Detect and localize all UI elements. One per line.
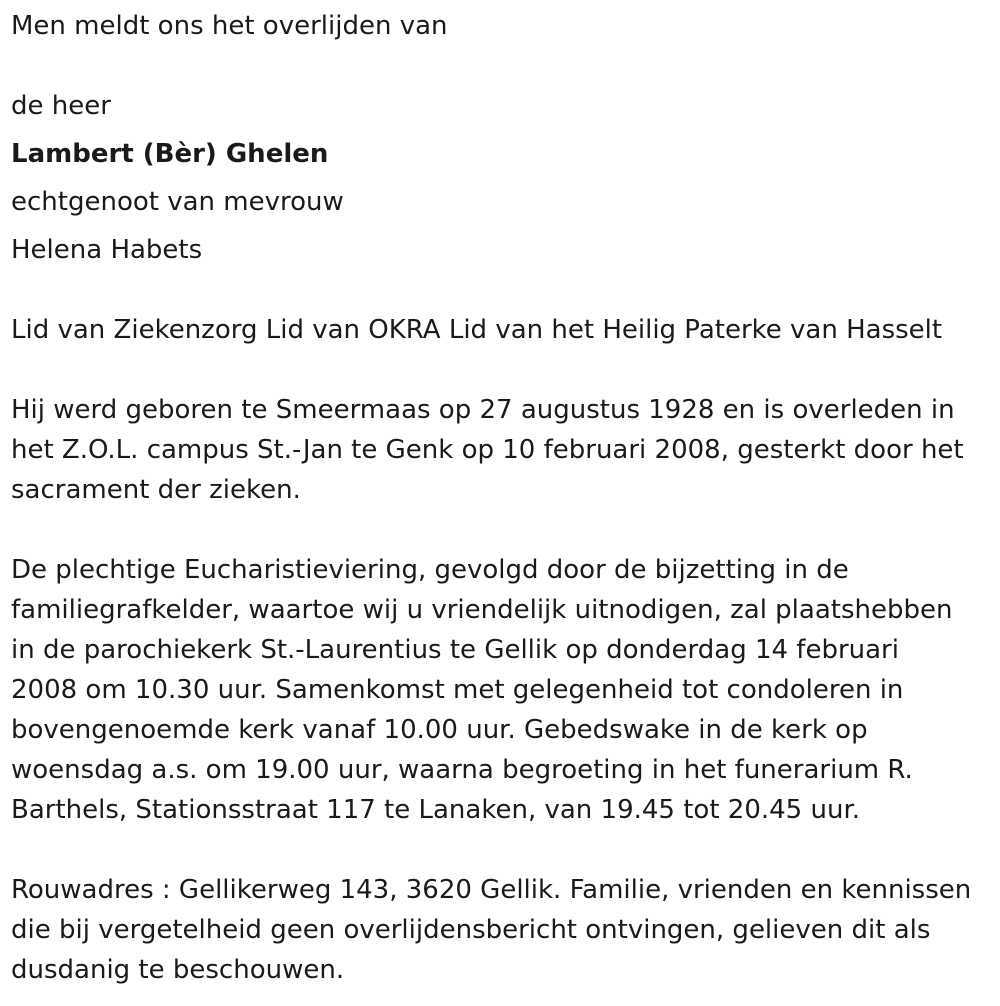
paragraph-line: sacrament der zieken. xyxy=(11,475,301,505)
spouse-name: Helena Habets xyxy=(11,235,203,265)
paragraph-line: De plechtige Eucharistieviering, gevolgd door de bijzetting in de xyxy=(11,555,849,585)
paragraph-line: 2008 om 10.30 uur. Samenkomst met gelegenheid tot condoleren in xyxy=(11,675,904,705)
membership-text: Lid van Ziekenzorg Lid van OKRA Lid van het Heilig Paterke van Hasselt xyxy=(11,315,943,345)
address-paragraph xyxy=(11,870,971,990)
title-text: de heer xyxy=(11,91,111,121)
paragraph-line: in de parochiekerk St.-Laurentius te Gellik op donderdag 14 februari xyxy=(11,635,899,665)
deceased-name: Lambert (Bèr) Ghelen xyxy=(11,139,329,169)
paragraph-line: woensdag a.s. om 19.00 uur, waarna begroeting in het funerarium R. xyxy=(11,755,913,785)
paragraph-line: Rouwadres : Gellikerweg 143, 3620 Gellik. Familie, vrienden en kennissen xyxy=(11,875,972,905)
birth-death-paragraph xyxy=(11,390,964,510)
spouse-label: echtgenoot van mevrouw xyxy=(11,187,344,217)
paragraph-line: dusdanig te beschouwen. xyxy=(11,955,345,985)
paragraph-line: Hij werd geboren te Smeermaas op 27 augustus 1928 en is overleden in xyxy=(11,395,955,425)
intro-text: Men meldt ons het overlijden van xyxy=(11,11,448,41)
service-paragraph xyxy=(11,550,952,830)
paragraph-line: Barthels, Stationsstraat 117 te Lanaken, van 19.45 tot 20.45 uur. xyxy=(11,795,861,825)
paragraph-line: het Z.O.L. campus St.-Jan te Genk op 10 februari 2008, gesterkt door het xyxy=(11,435,964,465)
paragraph-line: die bij vergetelheid geen overlijdensbericht ontvingen, gelieven dit als xyxy=(11,915,931,945)
paragraph-line: bovengenoemde kerk vanaf 10.00 uur. Gebedswake in de kerk op xyxy=(11,715,868,745)
paragraph-line: familiegrafkelder, waartoe wij u vriendelijk uitnodigen, zal plaatshebben xyxy=(11,595,953,625)
